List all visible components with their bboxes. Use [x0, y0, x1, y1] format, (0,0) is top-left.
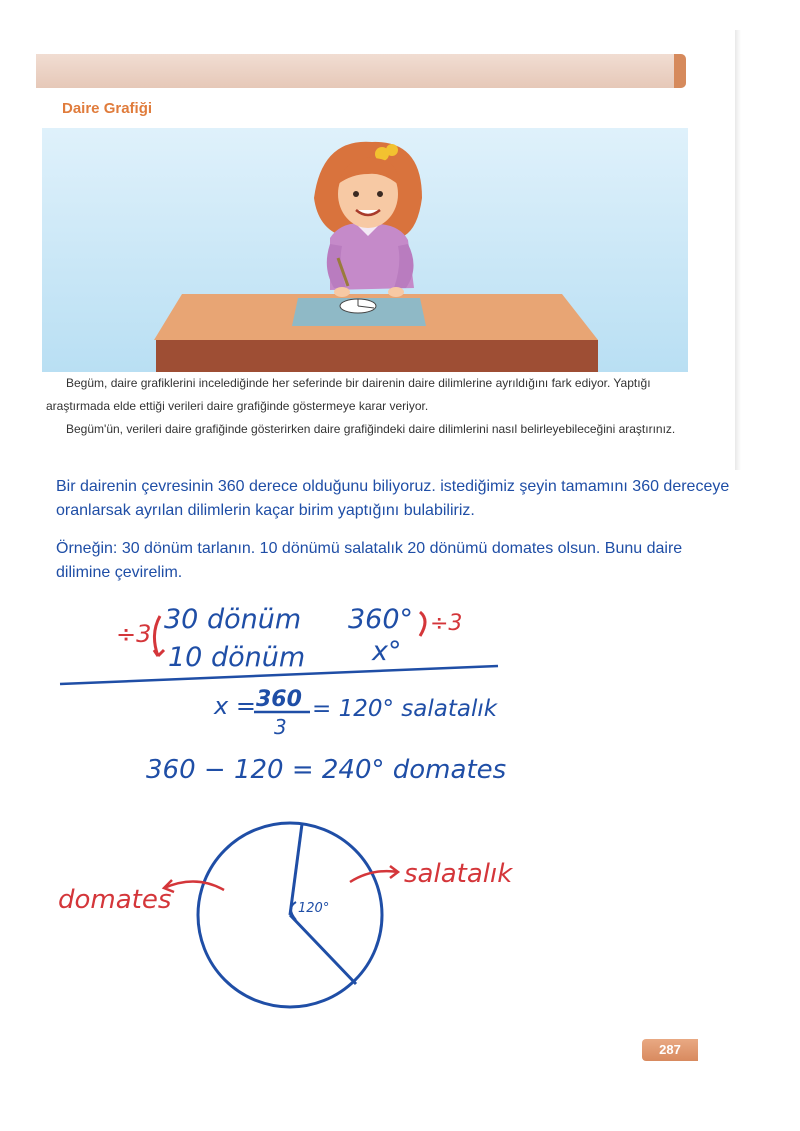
- subtraction-line: 360 − 120 = 240° domates: [146, 755, 507, 785]
- girl-drawing-pie-chart-illustration: [42, 128, 688, 372]
- x-result: = 120° salatalık: [312, 696, 498, 722]
- x-prefix: x =: [214, 692, 256, 720]
- left-brace-arrow: [154, 616, 164, 656]
- pie-radius-lower: [290, 915, 356, 984]
- angle-label: 120°: [298, 901, 330, 916]
- handwritten-explanation: [56, 475, 736, 523]
- paragraph-1-text: Begüm, daire grafiklerini incelediğinde her seferinde bir dairenin daire dilimlerine ayrıldığını fark ediyor. Yaptığı araştırmada elde ettiği verileri daire grafiğinde göstermeye karar veriyor.: [46, 376, 651, 413]
- page-edge-shadow: [735, 30, 741, 470]
- paragraph-2-text: Begüm'ün, verileri daire grafiğinde gösterirken daire grafiğindeki daire dilimlerini nasıl belirleyebileceğini araştırınız.: [66, 422, 676, 436]
- explanation-text: Bir dairenin çevresinin 360 derece olduğunu biliyoruz. istediğimiz şeyin tamamını 360 dereceye oranlarsak ayrılan dilimlerin kaçar birim yaptığını bulabiliriz.: [56, 478, 730, 519]
- label-salatalik: salatalık: [404, 859, 513, 889]
- row1-left: 30 dönüm: [164, 604, 302, 635]
- right-brace-arrow: [420, 612, 425, 636]
- section-title: Daire Grafiği: [62, 100, 153, 117]
- textbook-paragraph-2: [46, 418, 696, 441]
- arrow-to-domates: [164, 880, 224, 892]
- header-tab: [674, 54, 686, 88]
- handwritten-example: [56, 537, 736, 585]
- label-domates: domates: [58, 885, 172, 915]
- example-text: Örneğin: 30 dönüm tarlanın. 10 dönümü salatalık 20 dönümü domates olsun. Bunu daire dilimine çevirelim.: [56, 540, 683, 581]
- divide-by-3-right: ÷3: [430, 611, 463, 636]
- fraction-numerator: 360: [256, 687, 302, 712]
- row2-left: 10 dönüm: [168, 642, 306, 673]
- divide-by-3-left: ÷3: [116, 620, 152, 648]
- textbook-paragraph-1: [46, 372, 696, 418]
- page-number: 287: [642, 1039, 698, 1061]
- row2-right: x°: [372, 636, 402, 667]
- chapter-header-bar: [36, 54, 686, 88]
- row1-right: 360°: [348, 604, 414, 635]
- fraction-denominator: 3: [274, 715, 287, 739]
- handwritten-solution: [0, 590, 800, 1030]
